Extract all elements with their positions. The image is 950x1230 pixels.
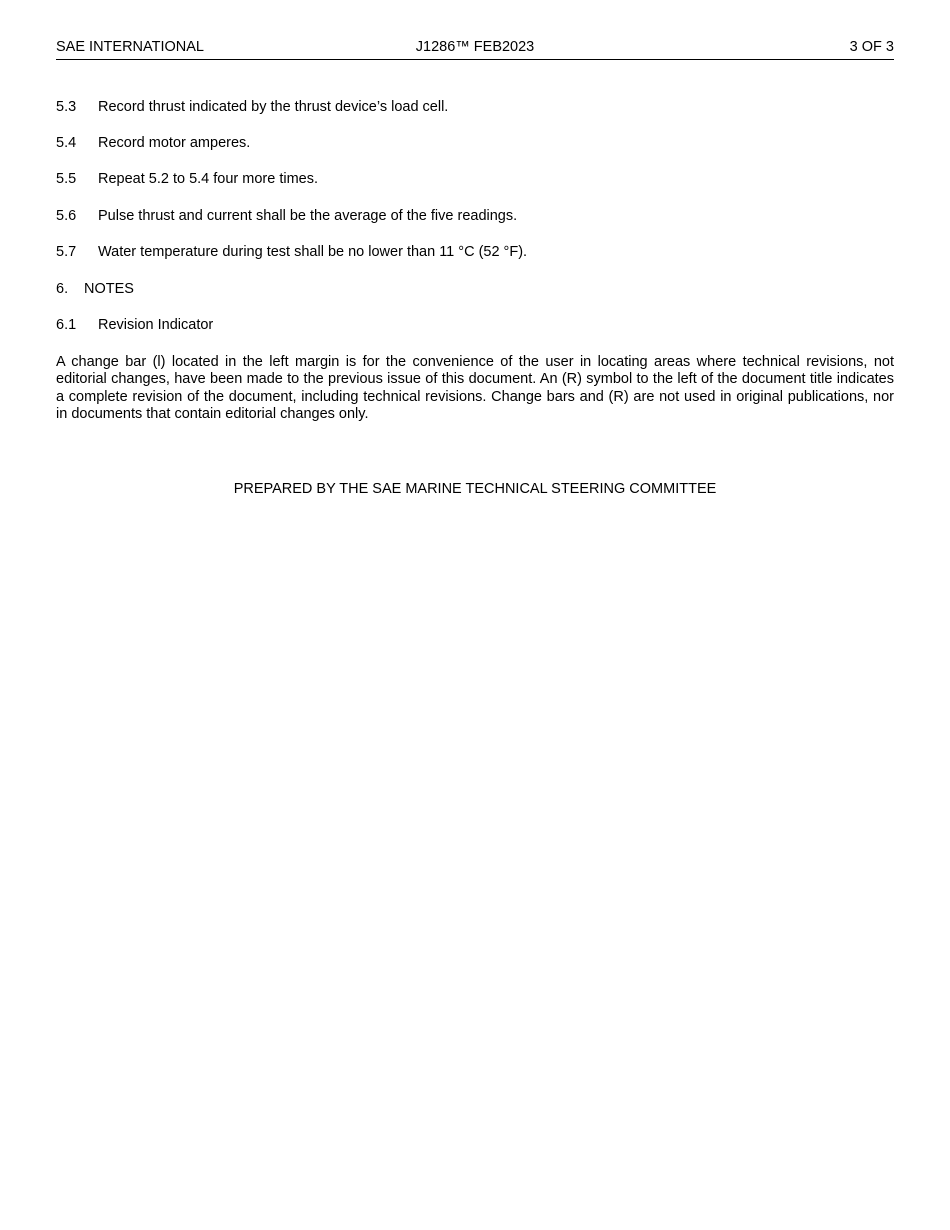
item-number: 5.4	[56, 135, 77, 151]
list-item	[56, 135, 250, 152]
item-number: 5.3	[56, 99, 77, 115]
section-number: 6.	[56, 281, 69, 297]
section-title: NOTES	[84, 281, 134, 297]
header-page-number: 3 OF 3	[849, 39, 894, 55]
item-text: Record thrust indicated by the thrust device’s load cell.	[98, 99, 449, 115]
subsection-heading	[56, 317, 213, 334]
header-organization: SAE INTERNATIONAL	[56, 39, 204, 55]
item-text: Pulse thrust and current shall be the average of the five readings.	[98, 208, 518, 224]
item-number: 5.7	[56, 244, 77, 260]
item-number: 5.5	[56, 171, 77, 187]
revision-indicator-paragraph: A change bar (l) located in the left margin is for the convenience of the user in locating areas where technical revisions, not editorial changes, have been made to the previous issue of this document. An (R) symbol to the left of the document title indicates a complete revision of the document, including technical revisions. Change bars and (R) are not used in original publications, nor in documents that contain editorial changes only.	[56, 354, 894, 422]
section-heading	[56, 281, 134, 298]
item-number: 5.6	[56, 208, 77, 224]
list-item	[56, 99, 448, 116]
subsection-title: Revision Indicator	[98, 317, 214, 333]
list-item	[56, 208, 517, 225]
item-text: Repeat 5.2 to 5.4 four more times.	[98, 171, 319, 187]
list-item	[56, 244, 527, 261]
header-document-id: J1286™ FEB2023	[415, 39, 535, 55]
subsection-number: 6.1	[56, 317, 77, 333]
item-text: Water temperature during test shall be no lower than 11 °C (52 °F).	[98, 244, 528, 260]
prepared-by-statement: PREPARED BY THE SAE MARINE TECHNICAL STEERING COMMITTEE	[233, 481, 717, 497]
page-header	[56, 39, 894, 60]
list-item	[56, 171, 318, 188]
item-text: Record motor amperes.	[98, 135, 251, 151]
